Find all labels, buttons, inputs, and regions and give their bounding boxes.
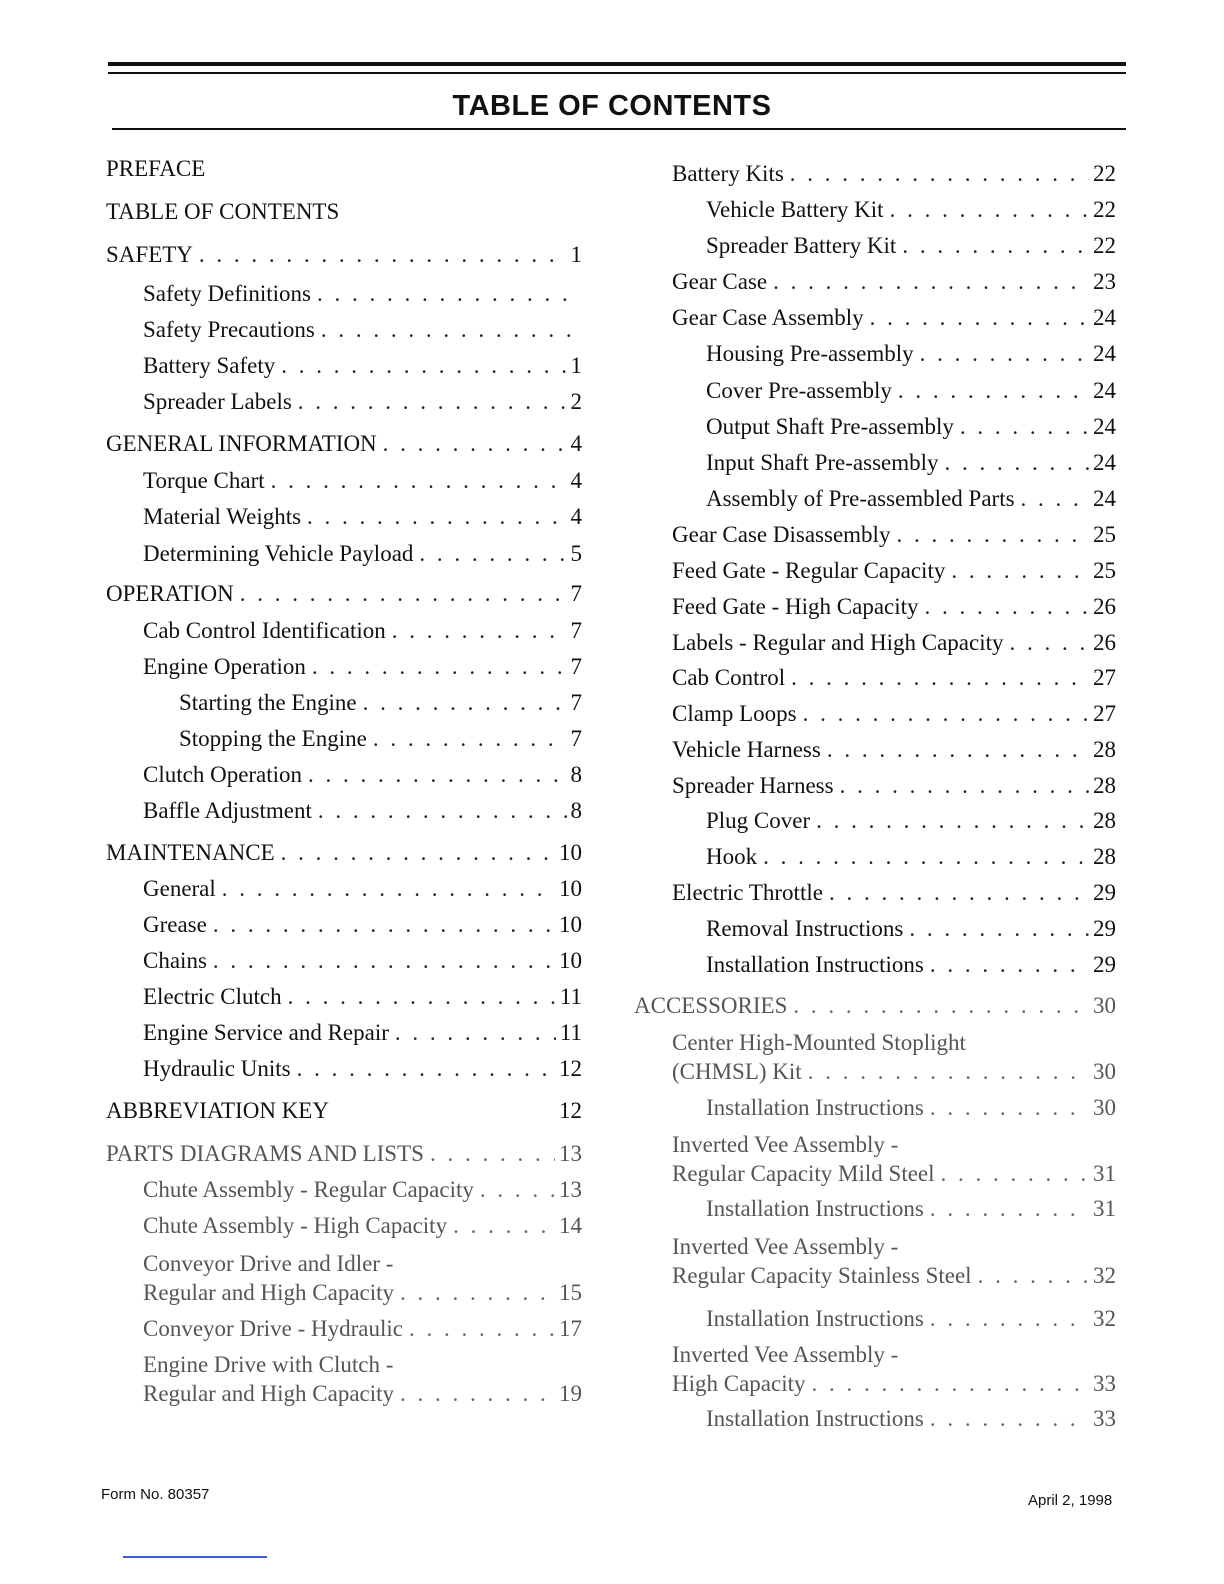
dot-leader bbox=[430, 1140, 555, 1168]
toc-entry-label: Center High-Mounted Stoplight bbox=[672, 1030, 966, 1055]
dot-leader bbox=[960, 413, 1089, 441]
toc-entry[interactable] bbox=[143, 911, 582, 939]
toc-entry-label: Torque Chart bbox=[143, 468, 265, 493]
toc-entry-label: Regular Capacity Stainless Steel bbox=[672, 1263, 972, 1288]
toc-entry[interactable] bbox=[143, 653, 582, 681]
toc-page-number: 5 bbox=[570, 541, 582, 566]
toc-page-number: 17 bbox=[559, 1316, 582, 1341]
toc-entry[interactable] bbox=[143, 947, 582, 975]
dot-leader bbox=[978, 1262, 1089, 1290]
toc-entry[interactable] bbox=[143, 1212, 582, 1240]
toc-entry-label: Engine Service and Repair bbox=[143, 1020, 389, 1045]
toc-entry[interactable] bbox=[143, 1019, 582, 1047]
toc-entry-label: Conveyor Drive - Hydraulic bbox=[143, 1316, 403, 1341]
toc-entry-label: Cab Control bbox=[672, 665, 786, 690]
toc-entry-label: GENERAL INFORMATION bbox=[106, 431, 377, 456]
dot-leader bbox=[896, 521, 1089, 549]
toc-entry[interactable] bbox=[634, 992, 1116, 1020]
toc-entry[interactable] bbox=[143, 875, 582, 903]
toc-entry[interactable] bbox=[706, 1094, 1116, 1122]
toc-entry[interactable] bbox=[672, 879, 1116, 907]
dot-leader bbox=[898, 377, 1089, 405]
toc-page-number: 4 bbox=[570, 504, 582, 529]
toc-entry-label: Determining Vehicle Payload bbox=[143, 541, 414, 566]
toc-entry-label: Labels - Regular and High Capacity bbox=[672, 630, 1004, 655]
toc-entry[interactable] bbox=[706, 1405, 1116, 1433]
toc-entry-label: Clutch Operation bbox=[143, 762, 303, 787]
toc-entry[interactable] bbox=[143, 983, 582, 1011]
toc-page-number: 11 bbox=[559, 1020, 582, 1045]
toc-page-number: 29 bbox=[1093, 952, 1116, 977]
dot-leader bbox=[312, 653, 567, 681]
dot-leader bbox=[199, 241, 567, 269]
toc-entry[interactable] bbox=[179, 725, 582, 753]
toc-page-number: 33 bbox=[1093, 1406, 1116, 1431]
toc-entry-label: Baffle Adjustment bbox=[143, 798, 312, 823]
toc-page-number: 8 bbox=[570, 798, 582, 823]
toc-entry-label: Starting the Engine bbox=[179, 690, 357, 715]
toc-entry-label: Output Shaft Pre-assembly bbox=[706, 414, 954, 439]
dot-leader bbox=[317, 280, 578, 308]
dot-leader bbox=[890, 196, 1089, 224]
toc-page-number: 10 bbox=[559, 912, 582, 937]
toc-entry[interactable] bbox=[143, 761, 582, 789]
toc-entry-label: Cab Control Identification bbox=[143, 618, 386, 643]
toc-page-number: 10 bbox=[559, 876, 582, 901]
toc-entry[interactable] bbox=[143, 1380, 582, 1408]
toc-page-number: 27 bbox=[1093, 665, 1116, 690]
toc-page-number: 7 bbox=[570, 690, 582, 715]
toc-entry-label: Chains bbox=[143, 948, 207, 973]
toc-page-number: 7 bbox=[570, 581, 582, 606]
toc-entry[interactable] bbox=[143, 617, 582, 645]
toc-entry[interactable] bbox=[143, 467, 582, 495]
dot-leader bbox=[480, 1176, 555, 1204]
dot-leader bbox=[925, 593, 1089, 621]
toc-entry-label: Stopping the Engine bbox=[179, 726, 367, 751]
toc-entry[interactable] bbox=[106, 1140, 582, 1168]
title-rule bbox=[112, 128, 1126, 130]
dot-leader bbox=[1021, 485, 1089, 513]
toc-page-number: 26 bbox=[1093, 630, 1116, 655]
toc-entry-label: Spreader Labels bbox=[143, 389, 292, 414]
dot-leader bbox=[409, 1315, 555, 1343]
dot-leader bbox=[400, 1380, 555, 1408]
toc-page-number: 29 bbox=[1093, 916, 1116, 941]
dot-leader bbox=[395, 1019, 556, 1047]
dot-leader bbox=[803, 700, 1089, 728]
toc-entry-label: Gear Case Assembly bbox=[672, 305, 864, 330]
dot-leader bbox=[791, 664, 1089, 692]
toc-page-number: 10 bbox=[559, 840, 582, 865]
toc-entry-label: Safety Definitions bbox=[143, 281, 311, 306]
dot-leader bbox=[808, 1058, 1089, 1086]
toc-entry-label: Cover Pre-assembly bbox=[706, 378, 892, 403]
toc-entry[interactable] bbox=[143, 797, 582, 825]
toc-page-number: 13 bbox=[559, 1141, 582, 1166]
toc-entry-label: ACCESSORIES bbox=[634, 993, 788, 1018]
toc-entry-label: General bbox=[143, 876, 216, 901]
toc-page-number: 30 bbox=[1093, 1059, 1116, 1084]
toc-entry-label: MAINTENANCE bbox=[106, 840, 275, 865]
toc-page-number: 13 bbox=[559, 1177, 582, 1202]
dot-leader bbox=[816, 807, 1089, 835]
dot-leader bbox=[297, 1055, 555, 1083]
toc-entry-label: Input Shaft Pre-assembly bbox=[706, 450, 939, 475]
toc-entry-label: Installation Instructions bbox=[706, 1095, 924, 1120]
toc-entry[interactable] bbox=[672, 268, 1116, 296]
dot-leader bbox=[812, 1370, 1090, 1398]
toc-page-number: 32 bbox=[1093, 1306, 1116, 1331]
dot-leader bbox=[920, 340, 1089, 368]
form-number: Form No. 80357 bbox=[101, 1486, 210, 1503]
toc-entry[interactable] bbox=[143, 1315, 582, 1343]
toc-entry-label: Battery Kits bbox=[672, 161, 784, 186]
toc-entry[interactable] bbox=[706, 232, 1116, 260]
dot-leader bbox=[790, 160, 1089, 188]
toc-page-number: 28 bbox=[1093, 844, 1116, 869]
top-rule-thick bbox=[108, 62, 1126, 66]
toc-entry[interactable] bbox=[706, 915, 1116, 943]
toc-entry[interactable] bbox=[706, 485, 1116, 513]
toc-page-number: 24 bbox=[1093, 414, 1116, 439]
toc-entry-label: (CHMSL) Kit bbox=[672, 1059, 802, 1084]
toc-entry-label: TABLE OF CONTENTS bbox=[106, 199, 340, 224]
toc-page-number: 22 bbox=[1093, 161, 1116, 186]
toc-page-number: 4 bbox=[570, 468, 582, 493]
toc-entry-label: Gear Case bbox=[672, 269, 768, 294]
dot-leader bbox=[308, 761, 566, 789]
toc-entry-label: Chute Assembly - High Capacity bbox=[143, 1213, 448, 1238]
dot-leader bbox=[941, 1160, 1089, 1188]
scan-mark bbox=[123, 1556, 267, 1558]
toc-entry[interactable] bbox=[706, 951, 1116, 979]
toc-entry[interactable] bbox=[706, 196, 1116, 224]
dot-leader bbox=[902, 232, 1089, 260]
toc-page-number: 28 bbox=[1093, 737, 1116, 762]
toc-entry[interactable] bbox=[106, 580, 582, 608]
toc-entry-label: Engine Drive with Clutch - bbox=[143, 1352, 394, 1377]
dot-leader bbox=[773, 268, 1089, 296]
toc-entry-label: Grease bbox=[143, 912, 207, 937]
toc-page-number: 33 bbox=[1093, 1371, 1116, 1396]
toc-page-number: 31 bbox=[1093, 1196, 1116, 1221]
toc-entry-label: Chute Assembly - Regular Capacity bbox=[143, 1177, 474, 1202]
toc-entry[interactable] bbox=[672, 1370, 1116, 1398]
toc-entry[interactable] bbox=[672, 1262, 1116, 1290]
toc-page-number: 30 bbox=[1093, 1095, 1116, 1120]
toc-entry[interactable] bbox=[706, 807, 1116, 835]
toc-entry-label: Hook bbox=[706, 844, 758, 869]
toc-page-number: 22 bbox=[1093, 197, 1116, 222]
dot-leader bbox=[419, 540, 566, 568]
toc-entry[interactable] bbox=[143, 1176, 582, 1204]
toc-page-number: 27 bbox=[1093, 701, 1116, 726]
toc-entry[interactable] bbox=[672, 1160, 1116, 1188]
toc-entry-label: Installation Instructions bbox=[706, 1306, 924, 1331]
page-title: TABLE OF CONTENTS bbox=[452, 90, 772, 122]
toc-page-number: 10 bbox=[559, 948, 582, 973]
dot-leader bbox=[400, 1279, 555, 1307]
toc-entry-label: Engine Operation bbox=[143, 654, 306, 679]
toc-page-number: 8 bbox=[570, 762, 582, 787]
toc-entry[interactable] bbox=[106, 1097, 582, 1125]
toc-page-number: 30 bbox=[1093, 993, 1116, 1018]
toc-entry-label: Material Weights bbox=[143, 504, 302, 529]
toc-entry-label: Conveyor Drive and Idler - bbox=[143, 1251, 394, 1276]
toc-entry[interactable] bbox=[143, 316, 582, 344]
dot-leader bbox=[951, 557, 1089, 585]
toc-entry-label: PREFACE bbox=[106, 156, 206, 181]
dot-leader bbox=[298, 388, 567, 416]
dot-leader bbox=[281, 352, 566, 380]
dot-leader bbox=[307, 503, 566, 531]
toc-page-number: 1 bbox=[570, 242, 582, 267]
toc-entry-label: OPERATION bbox=[106, 581, 234, 606]
toc-entry[interactable] bbox=[672, 521, 1116, 549]
toc-entry[interactable] bbox=[706, 1195, 1116, 1223]
toc-page-number: 29 bbox=[1093, 880, 1116, 905]
toc-entry[interactable] bbox=[672, 160, 1116, 188]
toc-page-number: 12 bbox=[559, 1056, 582, 1081]
dot-leader bbox=[930, 1195, 1089, 1223]
toc-page-number: 25 bbox=[1093, 558, 1116, 583]
toc-entry[interactable] bbox=[143, 540, 582, 568]
toc-entry-label: Inverted Vee Assembly - bbox=[672, 1342, 899, 1367]
toc-entry-label: Plug Cover bbox=[706, 808, 811, 833]
dot-leader bbox=[363, 689, 567, 717]
toc-entry-label: Vehicle Harness bbox=[672, 737, 821, 762]
dot-leader bbox=[930, 951, 1089, 979]
toc-page-number: 31 bbox=[1093, 1161, 1116, 1186]
toc-entry-label: Safety Precautions bbox=[143, 317, 315, 342]
toc-entry-label: Regular and High Capacity bbox=[143, 1280, 395, 1305]
toc-page-number: 1 bbox=[570, 353, 582, 378]
toc-entry-label: Inverted Vee Assembly - bbox=[672, 1234, 899, 1259]
toc-page-number: 24 bbox=[1093, 378, 1116, 403]
toc-entry-label: Installation Instructions bbox=[706, 952, 924, 977]
toc-entry-label: Electric Throttle bbox=[672, 880, 823, 905]
toc-entry-label: Hydraulic Units bbox=[143, 1056, 291, 1081]
toc-entry-label: Clamp Loops bbox=[672, 701, 797, 726]
toc-entry-label: Regular Capacity Mild Steel bbox=[672, 1161, 935, 1186]
dot-leader bbox=[383, 430, 567, 458]
toc-entry[interactable] bbox=[143, 388, 582, 416]
dot-leader bbox=[930, 1305, 1089, 1333]
toc-page-number: 26 bbox=[1093, 594, 1116, 619]
toc-page-number: 24 bbox=[1093, 486, 1116, 511]
revision-date: April 2, 1998 bbox=[1028, 1492, 1113, 1509]
toc-entry-label: Spreader Battery Kit bbox=[706, 233, 897, 258]
toc-entry-label: Feed Gate - High Capacity bbox=[672, 594, 919, 619]
dot-leader bbox=[392, 617, 567, 645]
toc-entry-label: Removal Instructions bbox=[706, 916, 904, 941]
dot-leader bbox=[373, 725, 567, 753]
dot-leader bbox=[930, 1094, 1089, 1122]
toc-entry[interactable] bbox=[672, 664, 1116, 692]
toc-entry[interactable] bbox=[706, 377, 1116, 405]
toc-page-number: 23 bbox=[1093, 269, 1116, 294]
toc-entry-label: Inverted Vee Assembly - bbox=[672, 1132, 899, 1157]
toc-entry[interactable] bbox=[106, 198, 582, 226]
dot-leader bbox=[288, 983, 556, 1011]
toc-entry-label: Installation Instructions bbox=[706, 1406, 924, 1431]
toc-entry-label: Regular and High Capacity bbox=[143, 1381, 395, 1406]
dot-leader bbox=[827, 736, 1089, 764]
dot-leader bbox=[870, 304, 1089, 332]
dot-leader bbox=[281, 839, 555, 867]
dot-leader bbox=[829, 879, 1089, 907]
toc-entry[interactable] bbox=[672, 700, 1116, 728]
toc-entry-label: SAFETY bbox=[106, 242, 193, 267]
toc-entry[interactable] bbox=[672, 304, 1116, 332]
toc-entry-label: Gear Case Disassembly bbox=[672, 522, 891, 547]
toc-entry[interactable] bbox=[143, 503, 582, 531]
dot-leader bbox=[271, 467, 567, 495]
toc-entry-label: Assembly of Pre-assembled Parts bbox=[706, 486, 1015, 511]
toc-entry[interactable] bbox=[706, 449, 1116, 477]
toc-entry-label: PARTS DIAGRAMS AND LISTS bbox=[106, 1141, 424, 1166]
toc-page-number: 11 bbox=[559, 984, 582, 1009]
toc-entry[interactable] bbox=[672, 557, 1116, 585]
toc-page-number: 24 bbox=[1093, 305, 1116, 330]
toc-entry[interactable] bbox=[143, 1055, 582, 1083]
toc-page-number: 24 bbox=[1093, 341, 1116, 366]
dot-leader bbox=[930, 1405, 1089, 1433]
dot-leader bbox=[840, 772, 1089, 800]
toc-entry[interactable] bbox=[179, 689, 582, 717]
toc-page-number: 4 bbox=[570, 431, 582, 456]
toc-page-number: 19 bbox=[559, 1381, 582, 1406]
toc-entry-label: Battery Safety bbox=[143, 353, 276, 378]
toc-entry[interactable] bbox=[672, 593, 1116, 621]
toc-entry-label: Installation Instructions bbox=[706, 1196, 924, 1221]
toc-page-number: 15 bbox=[559, 1280, 582, 1305]
toc-page-number: 28 bbox=[1093, 808, 1116, 833]
toc-page-number: 12 bbox=[559, 1098, 582, 1123]
toc-page-number: 25 bbox=[1093, 522, 1116, 547]
dot-leader bbox=[213, 911, 555, 939]
toc-entry[interactable] bbox=[672, 1058, 1116, 1086]
toc-entry[interactable] bbox=[143, 280, 582, 308]
toc-page-number: 28 bbox=[1093, 773, 1116, 798]
top-rule-thin bbox=[108, 72, 1126, 74]
toc-entry[interactable] bbox=[706, 340, 1116, 368]
dot-leader bbox=[909, 915, 1089, 943]
toc-entry-label: Feed Gate - Regular Capacity bbox=[672, 558, 946, 583]
toc-page-number: 22 bbox=[1093, 233, 1116, 258]
toc-entry[interactable] bbox=[672, 736, 1116, 764]
toc-page-number: 7 bbox=[570, 726, 582, 751]
toc-entry[interactable] bbox=[106, 839, 582, 867]
toc-entry-label: Electric Clutch bbox=[143, 984, 282, 1009]
toc-entry-label: Spreader Harness bbox=[672, 773, 834, 798]
toc-page-number: 32 bbox=[1093, 1263, 1116, 1288]
dot-leader bbox=[318, 797, 567, 825]
toc-page-number: 2 bbox=[570, 389, 582, 414]
toc-entry-label: High Capacity bbox=[672, 1371, 806, 1396]
toc-page-number: 14 bbox=[559, 1213, 582, 1238]
toc-entry[interactable] bbox=[672, 629, 1116, 657]
dot-leader bbox=[240, 580, 567, 608]
dot-leader bbox=[1009, 629, 1089, 657]
toc-entry[interactable] bbox=[106, 241, 582, 269]
dot-leader bbox=[453, 1212, 555, 1240]
dot-leader bbox=[222, 875, 555, 903]
toc-page-number: 7 bbox=[570, 654, 582, 679]
toc-entry[interactable] bbox=[672, 772, 1116, 800]
toc-page-number: 7 bbox=[570, 618, 582, 643]
toc-entry[interactable] bbox=[143, 352, 582, 380]
toc-entry[interactable] bbox=[106, 155, 582, 183]
toc-entry[interactable] bbox=[706, 1305, 1116, 1333]
dot-leader bbox=[763, 843, 1089, 871]
dot-leader bbox=[945, 449, 1089, 477]
toc-entry[interactable] bbox=[706, 413, 1116, 441]
toc-entry-label: Vehicle Battery Kit bbox=[706, 197, 884, 222]
dot-leader bbox=[213, 947, 555, 975]
toc-entry[interactable] bbox=[143, 1279, 582, 1307]
toc-page-number: 24 bbox=[1093, 450, 1116, 475]
toc-entry-label: ABBREVIATION KEY bbox=[106, 1098, 329, 1123]
toc-entry-label: Housing Pre-assembly bbox=[706, 341, 914, 366]
dot-leader bbox=[793, 992, 1089, 1020]
dot-leader bbox=[321, 316, 578, 344]
toc-entry[interactable] bbox=[706, 843, 1116, 871]
toc-entry[interactable] bbox=[106, 430, 582, 458]
